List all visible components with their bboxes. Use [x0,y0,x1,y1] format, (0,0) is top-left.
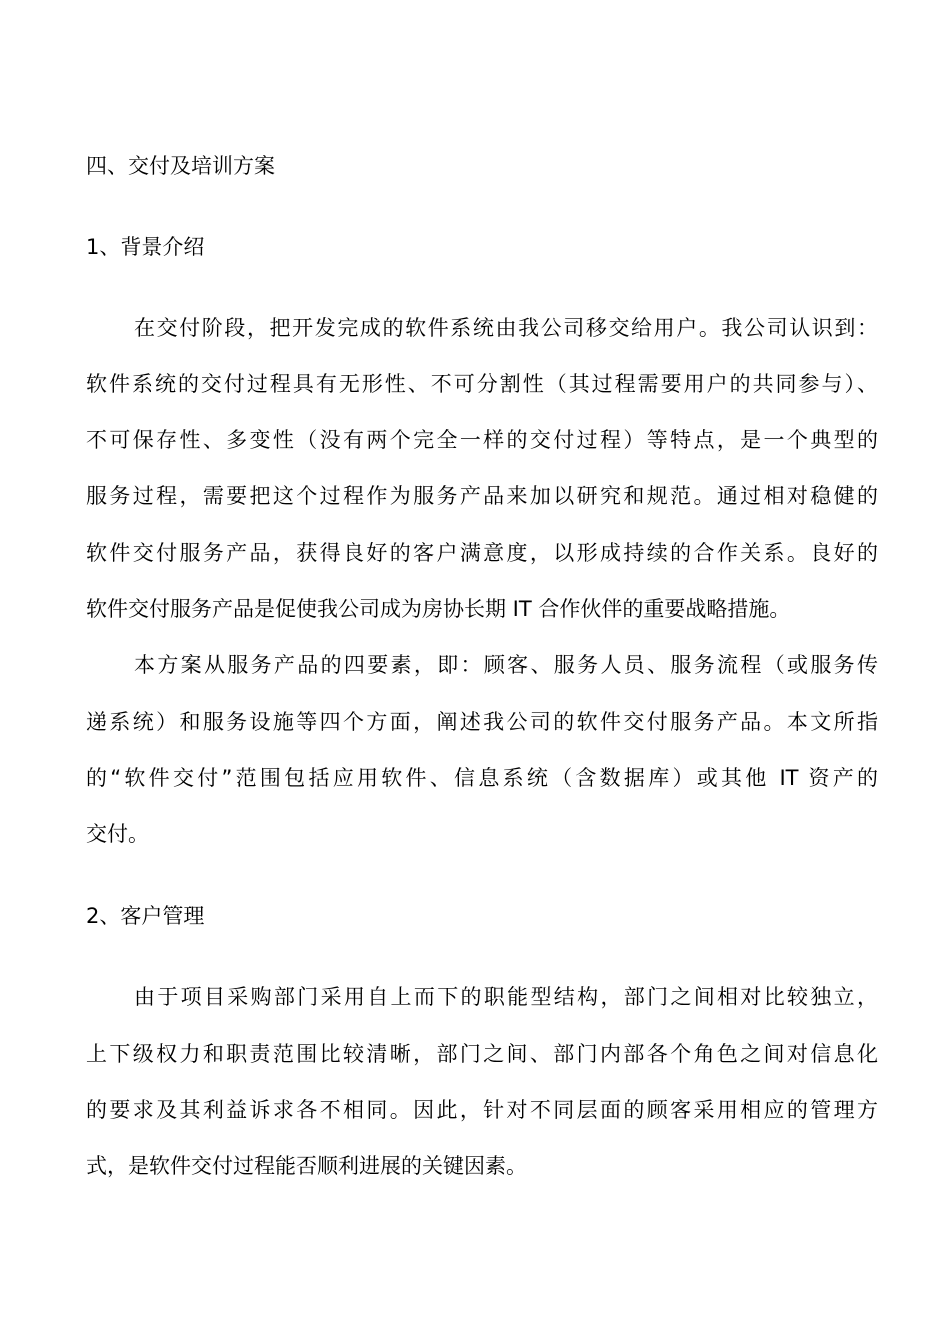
paragraph-line: 软件交付服务产品是促使我公司成为房协长期 IT 合作伙伴的重要战略措施。 [86,597,791,621]
section-title: 四、交付及培训方案 [86,154,275,178]
paragraph-line: 交付。 [86,822,149,846]
paragraph-line: 上下级权力和职责范围比较清晰，部门之间、部门内部各个角色之间对信息化 [86,1042,878,1066]
paragraph-line: 本方案从服务产品的四要素，即：顾客、服务人员、服务流程（或服务传 [134,653,878,677]
paragraph-line: 递系统）和服务设施等四个方面，阐述我公司的软件交付服务产品。本文所指 [86,710,878,734]
paragraph-line: 不可保存性、多变性（没有两个完全一样的交付过程）等特点，是一个典型的 [86,428,878,452]
paragraph-line: 式，是软件交付过程能否顺利进展的关键因素。 [86,1154,527,1178]
paragraph-line: 服务过程，需要把这个过程作为服务产品来加以研究和规范。通过相对稳健的 [86,484,878,508]
paragraph-line: 的要求及其利益诉求各不相同。因此，针对不同层面的顾客采用相应的管理方 [86,1098,878,1122]
paragraph-line: 软件系统的交付过程具有无形性、不可分割性（其过程需要用户的共同参与）、 [86,372,878,396]
subsection-title-background: 1、背景介绍 [86,235,205,259]
subsection-title-customer-management: 2、客户管理 [86,904,205,928]
paragraph-line: 软件交付服务产品，获得良好的客户满意度，以形成持续的合作关系。良好的 [86,541,878,565]
paragraph-line: 在交付阶段，把开发完成的软件系统由我公司移交给用户。我公司认识到： [134,316,878,340]
paragraph-line: 的“软件交付”范围包括应用软件、信息系统（含数据库）或其他 IT 资产的 [86,766,878,790]
paragraph-line: 由于项目采购部门采用自上而下的职能型结构，部门之间相对比较独立， [134,985,878,1009]
